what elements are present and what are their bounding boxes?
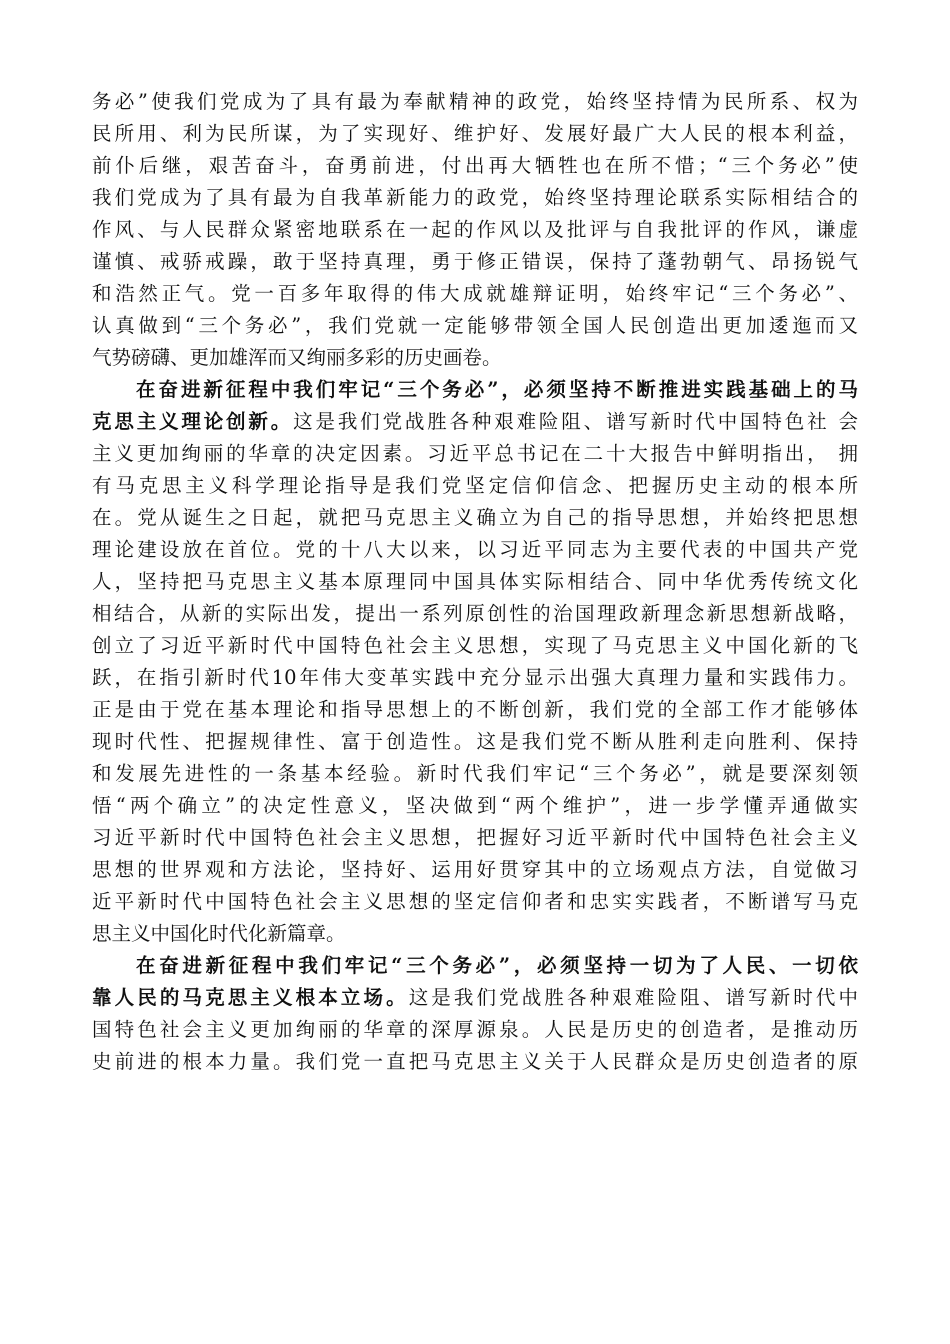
- text-segment: 正是由于党在基本理论和指导思想上的不断创新，我们党的全部工作才能够体: [92, 698, 858, 721]
- text-segment: 务必”使我们党成为了具有最为奉献精神的政党，始终坚持情为民所系、权为: [92, 90, 858, 113]
- text-line: [92, 982, 858, 1014]
- bold-lead-text: 克思主义理论创新。: [92, 410, 294, 433]
- paragraph-1: [92, 86, 858, 374]
- text-segment: 这是我们党战胜各种艰难险阻、谱写新时代中国特色社 会: [293, 410, 858, 433]
- text-segment: 思想的世界观和方法论，坚持好、运用好贯穿其中的立场观点方法，自觉做习: [92, 858, 858, 881]
- text-line: [92, 726, 858, 758]
- text-line: [92, 86, 858, 118]
- text-segment: 前仆后继，艰苦奋斗，奋勇前进，付出再大牺牲也在所不惜；“三个务必”使: [92, 154, 858, 177]
- text-line: [92, 182, 858, 214]
- document-page: [92, 86, 858, 1078]
- text-line: [92, 950, 858, 982]
- bold-lead-text: 在奋进新征程中我们牢记“三个务必”，必须坚持不断推进实践基础上的马: [136, 378, 858, 401]
- text-segment: 和发展先进性的一条基本经验。新时代我们牢记“三个务必”，就是要深刻领: [92, 762, 858, 785]
- text-line: [92, 534, 858, 566]
- text-line: [92, 630, 858, 662]
- text-line: [92, 1046, 858, 1078]
- text-segment: 这是我们党战胜各种艰难险阻、谱写新时代中: [408, 986, 858, 1009]
- text-line: [92, 854, 858, 886]
- text-segment: 史前进的根本力量。我们党一直把马克思主义关于人民群众是历史创造者的原: [92, 1050, 858, 1073]
- text-line: [92, 406, 858, 438]
- text-line: [92, 342, 858, 374]
- text-line: [92, 758, 858, 790]
- text-segment: 跃，在指引新时代10年伟大变革实践中充分显示出强大真理力量和实践伟力。: [92, 666, 858, 689]
- text-line: [92, 470, 858, 502]
- text-segment: 在。党从诞生之日起，就把马克思主义确立为自己的指导思想，并始终把思想: [92, 506, 858, 529]
- text-segment: 和浩然正气。党一百多年取得的伟大成就雄辩证明，始终牢记“三个务必”、: [92, 282, 858, 305]
- text-line: [92, 214, 858, 246]
- text-segment: 气势磅礴、更加雄浑而又绚丽多彩的历史画卷。: [92, 346, 502, 369]
- text-segment: 作风、与人民群众紧密地联系在一起的作风以及批评与自我批评的作风，谦虚: [92, 218, 858, 241]
- text-line: [92, 278, 858, 310]
- text-line: [92, 822, 858, 854]
- text-segment: 认真做到“三个务必”，我们党就一定能够带领全国人民创造出更加逶迤而又: [92, 314, 858, 337]
- text-segment: 思主义中国化时代化新篇章。: [92, 922, 346, 945]
- text-segment: 悟“两个确立”的决定性意义，坚决做到“两个维护”，进一步学懂弄通做实: [92, 794, 858, 817]
- text-line: [92, 150, 858, 182]
- text-segment: 相结合，从新的实际出发，提出一系列原创性的治国理政新理念新思想新战略，: [92, 602, 858, 625]
- text-segment: 现时代性、把握规律性、富于创造性。这是我们党不断从胜利走向胜利、保持: [92, 730, 858, 753]
- paragraph-3: [92, 950, 858, 1078]
- text-line: [92, 310, 858, 342]
- text-line: [92, 246, 858, 278]
- text-line: [92, 886, 858, 918]
- text-line: [92, 1014, 858, 1046]
- text-segment: 理论建设放在首位。党的十八大以来，以习近平同志为主要代表的中国共产党: [92, 538, 858, 561]
- text-segment: 有马克思主义科学理论指导是我们党坚定信仰信念、把握历史主动的根本所: [92, 474, 858, 497]
- text-line: [92, 662, 858, 694]
- text-segment: 创立了习近平新时代中国特色社会主义思想，实现了马克思主义中国化新的飞: [92, 634, 858, 657]
- bold-lead-text: 在奋进新征程中我们牢记“三个务必”，必须坚持一切为了人民、一切依: [136, 954, 858, 977]
- paragraph-2: [92, 374, 858, 950]
- text-segment: 谨慎、戒骄戒躁，敢于坚持真理，勇于修正错误，保持了蓬勃朝气、昂扬锐气: [92, 250, 858, 273]
- text-segment: 国特色社会主义更加绚丽的华章的深厚源泉。人民是历史的创造者，是推动历: [92, 1018, 858, 1041]
- text-line: [92, 438, 858, 470]
- text-segment: 主义更加绚丽的华章的决定因素。习近平总书记在二十大报告中鲜明指出， 拥: [92, 442, 858, 465]
- text-line: [92, 118, 858, 150]
- text-line: [92, 374, 858, 406]
- text-line: [92, 918, 858, 950]
- text-segment: 人，坚持把马克思主义基本原理同中国具体实际相结合、同中华优秀传统文化: [92, 570, 858, 593]
- text-line: [92, 566, 858, 598]
- text-segment: 我们党成为了具有最为自我革新能力的政党，始终坚持理论联系实际相结合的: [92, 186, 858, 209]
- text-line: [92, 598, 858, 630]
- text-line: [92, 502, 858, 534]
- bold-lead-text: 靠人民的马克思主义根本立场。: [92, 986, 409, 1009]
- text-line: [92, 694, 858, 726]
- text-segment: 习近平新时代中国特色社会主义思想，把握好习近平新时代中国特色社会主义: [92, 826, 858, 849]
- text-segment: 近平新时代中国特色社会主义思想的坚定信仰者和忠实实践者，不断谱写马克: [92, 890, 858, 913]
- text-segment: 民所用、利为民所谋，为了实现好、维护好、发展好最广大人民的根本利益，: [92, 122, 858, 145]
- text-line: [92, 790, 858, 822]
